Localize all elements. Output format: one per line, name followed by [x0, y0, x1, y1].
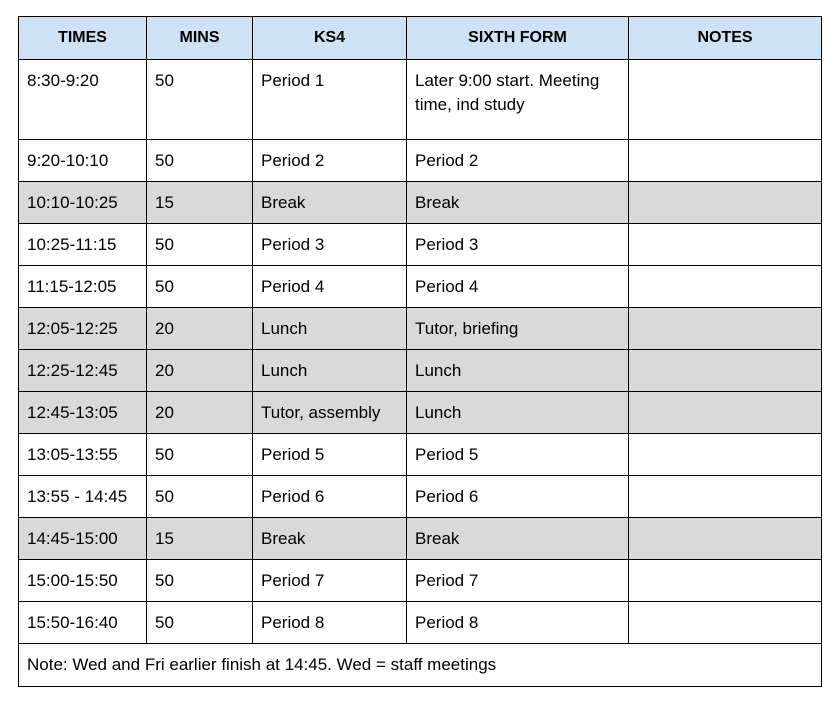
sixth-form-cell: Period 5 [407, 434, 629, 476]
notes-cell [629, 602, 822, 644]
mins-cell: 50 [147, 60, 253, 140]
mins-cell: 20 [147, 308, 253, 350]
ks4-cell: Period 6 [253, 476, 407, 518]
times-cell: 8:30-9:20 [19, 60, 147, 140]
notes-cell [629, 518, 822, 560]
sixth-form-cell: Break [407, 518, 629, 560]
ks4-cell: Period 3 [253, 224, 407, 266]
sixth-form-cell: Period 6 [407, 476, 629, 518]
sixth-form-cell: Period 2 [407, 140, 629, 182]
ks4-cell: Period 4 [253, 266, 407, 308]
times-cell: 15:50-16:40 [19, 602, 147, 644]
notes-cell [629, 560, 822, 602]
ks4-cell: Period 2 [253, 140, 407, 182]
ks4-cell: Period 5 [253, 434, 407, 476]
times-cell: 9:20-10:10 [19, 140, 147, 182]
table-row [19, 266, 822, 308]
sixth-form-cell: Lunch [407, 350, 629, 392]
sixth-form-cell: Later 9:00 start. Meeting time, ind study [407, 60, 629, 140]
ks4-cell: Break [253, 518, 407, 560]
sixth-form-cell: Period 8 [407, 602, 629, 644]
notes-cell [629, 224, 822, 266]
sixth-form-cell: Break [407, 182, 629, 224]
times-cell: 10:25-11:15 [19, 224, 147, 266]
notes-cell [629, 60, 822, 140]
table-row [19, 224, 822, 266]
ks4-cell: Lunch [253, 350, 407, 392]
sixth-form-cell: Tutor, briefing [407, 308, 629, 350]
sixth-form-cell: Period 7 [407, 560, 629, 602]
table-row [19, 434, 822, 476]
header-sixth-form: SIXTH FORM [407, 17, 629, 60]
table-row [19, 392, 822, 434]
header-notes: NOTES [629, 17, 822, 60]
notes-cell [629, 308, 822, 350]
table-row [19, 350, 822, 392]
notes-cell [629, 392, 822, 434]
mins-cell: 50 [147, 140, 253, 182]
times-cell: 12:05-12:25 [19, 308, 147, 350]
notes-cell [629, 140, 822, 182]
header-times: TIMES [19, 17, 147, 60]
notes-cell [629, 182, 822, 224]
mins-cell: 50 [147, 266, 253, 308]
times-cell: 15:00-15:50 [19, 560, 147, 602]
mins-cell: 50 [147, 434, 253, 476]
header-row [19, 17, 822, 60]
ks4-cell: Period 1 [253, 60, 407, 140]
mins-cell: 50 [147, 476, 253, 518]
mins-cell: 20 [147, 350, 253, 392]
table-row [19, 476, 822, 518]
ks4-cell: Period 8 [253, 602, 407, 644]
ks4-cell: Tutor, assembly [253, 392, 407, 434]
ks4-cell: Lunch [253, 308, 407, 350]
note-text: Note: Wed and Fri earlier finish at 14:45. Wed = staff meetings [19, 644, 822, 687]
times-cell: 14:45-15:00 [19, 518, 147, 560]
timetable [18, 16, 822, 687]
ks4-cell: Break [253, 182, 407, 224]
notes-cell [629, 266, 822, 308]
table-row [19, 60, 822, 140]
mins-cell: 50 [147, 224, 253, 266]
table-row [19, 308, 822, 350]
sixth-form-cell: Period 3 [407, 224, 629, 266]
mins-cell: 15 [147, 518, 253, 560]
table-row [19, 560, 822, 602]
notes-cell [629, 476, 822, 518]
times-cell: 13:55 - 14:45 [19, 476, 147, 518]
notes-cell [629, 350, 822, 392]
header-ks4: KS4 [253, 17, 407, 60]
table-row [19, 182, 822, 224]
mins-cell: 50 [147, 560, 253, 602]
mins-cell: 50 [147, 602, 253, 644]
times-cell: 11:15-12:05 [19, 266, 147, 308]
table-row [19, 518, 822, 560]
table-row [19, 602, 822, 644]
times-cell: 12:25-12:45 [19, 350, 147, 392]
times-cell: 10:10-10:25 [19, 182, 147, 224]
header-mins: MINS [147, 17, 253, 60]
mins-cell: 20 [147, 392, 253, 434]
mins-cell: 15 [147, 182, 253, 224]
times-cell: 12:45-13:05 [19, 392, 147, 434]
ks4-cell: Period 7 [253, 560, 407, 602]
sixth-form-cell: Period 4 [407, 266, 629, 308]
sixth-form-cell: Lunch [407, 392, 629, 434]
notes-cell [629, 434, 822, 476]
table-row [19, 140, 822, 182]
note-row [19, 644, 822, 687]
times-cell: 13:05-13:55 [19, 434, 147, 476]
